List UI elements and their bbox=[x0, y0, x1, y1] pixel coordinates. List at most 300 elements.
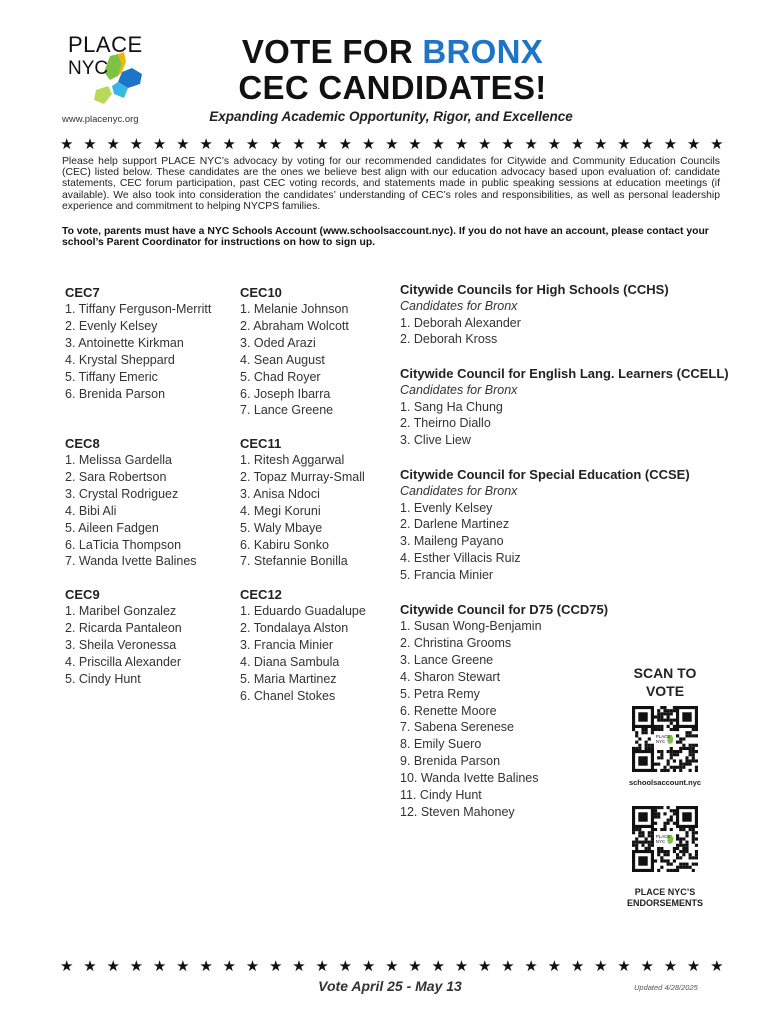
qr-module bbox=[657, 709, 660, 712]
qr-module bbox=[679, 766, 682, 769]
qr-module bbox=[667, 709, 670, 712]
star-icon: ★ bbox=[268, 957, 283, 975]
scan-to-vote-heading bbox=[620, 664, 710, 700]
candidate-item: 7. Sabena Serenese bbox=[400, 720, 514, 735]
star-icon: ★ bbox=[152, 957, 167, 975]
candidate-item: 7. Lance Greene bbox=[240, 403, 334, 418]
qr-module bbox=[685, 841, 688, 844]
qr-module bbox=[654, 725, 657, 728]
candidate-list bbox=[400, 399, 729, 450]
qr-module bbox=[654, 828, 657, 831]
qr-module bbox=[657, 725, 660, 728]
qr-module bbox=[679, 844, 682, 847]
qr-module bbox=[632, 828, 635, 831]
qr-module bbox=[670, 722, 673, 725]
candidate-item: 2. Sara Robertson bbox=[65, 469, 167, 484]
logo-place-text: PLACE bbox=[68, 32, 143, 57]
candidate-item: 1. Melissa Gardella bbox=[65, 453, 172, 467]
qr-module bbox=[651, 731, 654, 734]
qr-module bbox=[676, 728, 679, 731]
qr-module bbox=[641, 834, 644, 837]
council-subtitle: Candidates for Bronx bbox=[400, 299, 518, 313]
qr-module bbox=[673, 728, 676, 731]
qr-module bbox=[679, 741, 682, 744]
qr-module bbox=[667, 719, 670, 722]
qr-module bbox=[695, 759, 698, 762]
qr-module bbox=[641, 844, 644, 847]
qr-module bbox=[695, 744, 698, 747]
candidate-item: 2. Deborah Kross bbox=[400, 332, 498, 347]
candidate-item: 3. Maileng Payano bbox=[400, 534, 504, 549]
qr2-label-line-1: PLACE NYC’S bbox=[634, 887, 696, 897]
qr-module bbox=[635, 844, 638, 847]
candidate-item: 4. Megi Koruni bbox=[240, 503, 321, 518]
headline-line-2: CEC CANDIDATES! bbox=[238, 69, 547, 106]
star-icon: ★ bbox=[385, 957, 399, 975]
qr-module bbox=[632, 844, 635, 847]
qr-module bbox=[632, 831, 635, 834]
qr-module bbox=[673, 847, 676, 850]
qr-module bbox=[645, 731, 648, 734]
star-icon: ★ bbox=[617, 957, 631, 975]
qr-module bbox=[692, 834, 695, 837]
star-icon: ★ bbox=[83, 135, 97, 153]
qr-module bbox=[641, 831, 644, 834]
council-title: Citywide Council for D75 (CCD75) bbox=[400, 602, 609, 617]
candidate-item: 4. Diana Sambula bbox=[240, 654, 340, 669]
qr-module bbox=[685, 763, 688, 766]
qr-module bbox=[657, 750, 660, 753]
qr-module bbox=[645, 744, 648, 747]
qr-module bbox=[679, 837, 682, 840]
candidate-item: 4. Bibi Ali bbox=[65, 503, 117, 518]
candidate-item: 2. Ricarda Pantaleon bbox=[65, 620, 182, 635]
qr-module bbox=[682, 744, 685, 747]
qr-code-endorsements[interactable] bbox=[632, 806, 698, 872]
star-icon: ★ bbox=[454, 135, 469, 153]
star-icon: ★ bbox=[245, 957, 260, 975]
qr-module bbox=[663, 825, 666, 828]
star-icon: ★ bbox=[663, 957, 678, 975]
qr-module bbox=[673, 812, 676, 815]
star-icon: ★ bbox=[408, 957, 422, 975]
qr-module bbox=[632, 841, 635, 844]
candidate-item: 5. Waly Mbaye bbox=[240, 520, 323, 535]
candidate-item: 2. Abraham Wolcott bbox=[240, 318, 349, 333]
candidate-item: 6. Chanel Stokes bbox=[240, 688, 336, 703]
qr-module bbox=[663, 766, 666, 769]
candidate-item: 6. Joseph Ibarra bbox=[240, 386, 331, 401]
qr-module bbox=[651, 837, 654, 840]
qr-module bbox=[651, 834, 654, 837]
council-ccd75 bbox=[400, 602, 608, 821]
qr-module bbox=[692, 759, 695, 762]
qr-module bbox=[667, 750, 670, 753]
intro-paragraph: Please help support PLACE NYC’s advocacy by voting for our recommended candidates for Citywide and Community Education Councils (CEC) listed below. These candidates are the ones we believe best align with our education advocacy based upon evaluation of: candidate statements, CEC forum participation, past CEC voting records, and statements made in public speaking sessions at education meetings (if available). We also took into consideration the candidates’ understanding of CEC’s roles and responsibilities, as well as personal leadership experience and commitment to helping NYCPS families. bbox=[62, 156, 720, 212]
qr-module bbox=[685, 866, 688, 869]
qr-module bbox=[695, 837, 698, 840]
star-icon: ★ bbox=[245, 135, 260, 153]
qr-module bbox=[676, 741, 679, 744]
star-icon: ★ bbox=[686, 135, 701, 153]
star-icon: ★ bbox=[594, 957, 608, 975]
qr-module bbox=[645, 837, 648, 840]
qr-module bbox=[645, 841, 648, 844]
star-icon: ★ bbox=[129, 957, 144, 975]
qr-module bbox=[673, 709, 676, 712]
qr-module bbox=[663, 853, 666, 856]
qr-module bbox=[673, 759, 676, 762]
qr-module bbox=[685, 834, 688, 837]
qr-module bbox=[667, 863, 670, 866]
qr-module bbox=[660, 750, 663, 753]
star-icon: ★ bbox=[524, 135, 538, 153]
headline-line-1 bbox=[220, 34, 565, 69]
qr-module bbox=[635, 734, 638, 737]
council-cec7 bbox=[65, 285, 211, 402]
website-url: www.placenyc.org bbox=[62, 114, 139, 125]
qr-module bbox=[689, 763, 692, 766]
qr-module bbox=[648, 844, 651, 847]
qr-module bbox=[689, 731, 692, 734]
qr-module bbox=[638, 841, 641, 844]
qr-module bbox=[689, 866, 692, 869]
qr-module bbox=[648, 747, 651, 750]
council-cec8 bbox=[65, 436, 197, 570]
qr-module bbox=[692, 863, 695, 866]
qr-module bbox=[676, 866, 679, 869]
qr-module bbox=[635, 731, 638, 734]
candidate-item: 1. Deborah Alexander bbox=[400, 315, 521, 330]
qr-module bbox=[670, 712, 673, 715]
star-icon: ★ bbox=[385, 135, 399, 153]
qr-module bbox=[692, 869, 695, 872]
qr-module bbox=[670, 815, 673, 818]
qr-module bbox=[695, 856, 698, 859]
candidate-item: 5. Francia Minier bbox=[400, 568, 494, 583]
qr-schoolsaccount-label: schoolsaccount.nyc bbox=[628, 778, 702, 787]
qr-module bbox=[632, 728, 635, 731]
logo-nyc-text: NYC bbox=[68, 58, 109, 79]
council-title: Citywide Councils for High Schools (CCHS) bbox=[400, 282, 669, 297]
candidate-item: 4. Esther Villacis Ruiz bbox=[400, 551, 521, 566]
council-subtitle: Candidates for Bronx bbox=[400, 383, 518, 397]
candidate-item: 2. Darlene Martinez bbox=[400, 517, 510, 532]
star-icon: ★ bbox=[501, 957, 515, 975]
candidate-item: 8. Emily Suero bbox=[400, 737, 482, 752]
qr-module bbox=[676, 753, 679, 756]
qr-module bbox=[670, 753, 673, 756]
star-icon: ★ bbox=[315, 135, 329, 153]
qr-module bbox=[654, 812, 657, 815]
qr-module bbox=[660, 753, 663, 756]
qr-module bbox=[682, 853, 685, 856]
qr-module bbox=[667, 763, 670, 766]
candidate-list bbox=[400, 500, 690, 585]
candidate-item: 5. Aileen Fadgen bbox=[65, 520, 159, 535]
council-cec11 bbox=[240, 436, 365, 570]
star-icon: ★ bbox=[222, 135, 236, 153]
candidate-item: 4. Sean August bbox=[240, 352, 325, 367]
qr-module bbox=[685, 844, 688, 847]
qr-module bbox=[660, 725, 663, 728]
qr-module bbox=[667, 850, 670, 853]
headline-borough: BRONX bbox=[422, 33, 544, 70]
star-icon: ★ bbox=[83, 957, 97, 975]
qr-module bbox=[679, 856, 682, 859]
qr-module bbox=[651, 828, 654, 831]
qr-module bbox=[682, 828, 685, 831]
qr-module bbox=[657, 869, 660, 872]
qr-module bbox=[660, 769, 663, 772]
qr-module bbox=[676, 856, 679, 859]
qr-module bbox=[651, 728, 654, 731]
star-icon: ★ bbox=[222, 957, 236, 975]
qr-module bbox=[667, 819, 670, 822]
star-icon: ★ bbox=[710, 957, 724, 975]
headline-prefix: VOTE FOR bbox=[241, 33, 423, 70]
qr-module bbox=[635, 847, 638, 850]
qr-module bbox=[673, 750, 676, 753]
qr-module bbox=[648, 834, 651, 837]
qr-module bbox=[638, 828, 641, 831]
candidate-item: 2. Tondalaya Alston bbox=[240, 620, 349, 635]
qr-module bbox=[692, 744, 695, 747]
qr-module bbox=[695, 850, 698, 853]
qr-module bbox=[638, 744, 641, 747]
qr-module bbox=[654, 715, 657, 718]
candidate-item: 5. Maria Martinez bbox=[240, 671, 337, 686]
star-icon: ★ bbox=[176, 135, 190, 153]
candidate-item: 1. Ritesh Aggarwal bbox=[240, 453, 345, 467]
qr-module bbox=[660, 728, 663, 731]
qr-module bbox=[692, 750, 695, 753]
qr-module bbox=[660, 715, 663, 718]
qr-finder-core bbox=[638, 856, 647, 865]
qr-module bbox=[689, 769, 692, 772]
star-icon: ★ bbox=[431, 957, 445, 975]
qr-module bbox=[635, 841, 638, 844]
candidate-item: 1. Maribel Gonzalez bbox=[65, 604, 177, 618]
qr-module bbox=[676, 766, 679, 769]
qr-module bbox=[638, 747, 641, 750]
qr-module bbox=[679, 759, 682, 762]
qr-module bbox=[667, 806, 670, 809]
candidate-item: 5. Tiffany Emeric bbox=[65, 369, 158, 384]
council-title: Citywide Council for Special Education (CCSE) bbox=[400, 467, 690, 482]
candidate-list bbox=[400, 315, 669, 349]
qr-module bbox=[651, 747, 654, 750]
star-icon: ★ bbox=[408, 135, 422, 153]
qr-module bbox=[663, 828, 666, 831]
candidate-item: 7. Stefannie Bonilla bbox=[240, 554, 348, 569]
candidate-list bbox=[65, 301, 211, 402]
star-icon: ★ bbox=[524, 957, 538, 975]
candidate-item: 3. Francia Minier bbox=[240, 637, 334, 652]
qr-module bbox=[673, 766, 676, 769]
qr-module bbox=[695, 728, 698, 731]
qr-module bbox=[638, 834, 641, 837]
qr-logo-text: PLACE bbox=[655, 834, 671, 840]
qr-module bbox=[673, 859, 676, 862]
qr-module bbox=[692, 753, 695, 756]
qr-module bbox=[676, 837, 679, 840]
star-icon: ★ bbox=[686, 957, 701, 975]
candidate-item: 1. Eduardo Guadalupe bbox=[240, 604, 366, 618]
qr-module bbox=[670, 809, 673, 812]
qr-module bbox=[692, 728, 695, 731]
qr-module bbox=[670, 869, 673, 872]
qr-module bbox=[651, 844, 654, 847]
candidate-item: 3. Oded Arazi bbox=[240, 335, 316, 350]
qr-module bbox=[692, 828, 695, 831]
qr-module bbox=[660, 719, 663, 722]
qr-module bbox=[667, 869, 670, 872]
qr-module bbox=[651, 744, 654, 747]
council-subtitle: Candidates for Bronx bbox=[400, 484, 518, 498]
qr-module bbox=[692, 734, 695, 737]
qr-module bbox=[682, 763, 685, 766]
qr-module bbox=[673, 822, 676, 825]
qr-module bbox=[692, 856, 695, 859]
qr-code-schoolsaccount[interactable] bbox=[632, 706, 698, 772]
star-icon: ★ bbox=[338, 957, 353, 975]
qr-finder-core bbox=[682, 812, 691, 821]
qr-module bbox=[663, 706, 666, 709]
qr-module bbox=[679, 763, 682, 766]
candidate-list bbox=[65, 603, 182, 688]
candidate-item: 1. Sang Ha Chung bbox=[400, 399, 503, 414]
qr-module bbox=[689, 828, 692, 831]
star-icon: ★ bbox=[640, 957, 654, 975]
qr-module bbox=[667, 769, 670, 772]
council-title: CEC8 bbox=[65, 436, 100, 451]
qr-module bbox=[663, 812, 666, 815]
qr-module bbox=[667, 853, 670, 856]
qr-module bbox=[667, 712, 670, 715]
qr-module bbox=[673, 809, 676, 812]
qr-module bbox=[660, 866, 663, 869]
qr-module bbox=[635, 828, 638, 831]
candidate-item: 3. Lance Greene bbox=[400, 652, 494, 667]
updated-date: Updated 4/28/2025 bbox=[634, 983, 698, 992]
qr-module bbox=[679, 747, 682, 750]
candidate-item: 11. Cindy Hunt bbox=[400, 788, 482, 803]
qr-endorsements-label bbox=[606, 887, 724, 909]
qr-module bbox=[689, 853, 692, 856]
candidate-item: 6. Renette Moore bbox=[400, 703, 497, 718]
candidate-item: 2. Christina Grooms bbox=[400, 635, 512, 650]
qr-module bbox=[663, 712, 666, 715]
qr-module bbox=[670, 747, 673, 750]
vote-dates: Vote April 25 - May 13 bbox=[318, 978, 462, 994]
qr-module bbox=[685, 831, 688, 834]
candidate-item: 4. Krystal Sheppard bbox=[65, 352, 175, 367]
qr-module bbox=[667, 715, 670, 718]
scan-title-line-1: SCAN TO bbox=[633, 665, 697, 681]
qr-module bbox=[692, 841, 695, 844]
qr-module bbox=[685, 731, 688, 734]
candidate-item: 2. Theirno Diallo bbox=[400, 416, 491, 431]
candidate-item: 3. Antoinette Kirkman bbox=[65, 335, 184, 350]
qr-module bbox=[660, 712, 663, 715]
star-icon: ★ bbox=[547, 135, 562, 153]
qr-module bbox=[676, 869, 679, 872]
candidate-item: 1. Tiffany Ferguson-Merritt bbox=[65, 302, 212, 316]
qr-module bbox=[660, 847, 663, 850]
candidate-list bbox=[240, 452, 365, 570]
qr-module bbox=[692, 747, 695, 750]
qr-module bbox=[657, 756, 660, 759]
qr-module bbox=[673, 753, 676, 756]
star-icon: ★ bbox=[106, 957, 120, 975]
qr-module bbox=[673, 725, 676, 728]
voting-instructions: To vote, parents must have a NYC Schools Account (www.schoolsaccount.nyc). If you do not have an account, please contact your school’s Parent Coordinator for instructions on how to sign up. bbox=[62, 226, 709, 249]
council-title: CEC10 bbox=[240, 285, 282, 300]
star-icon: ★ bbox=[570, 135, 585, 153]
candidate-item: 5. Cindy Hunt bbox=[65, 671, 141, 686]
council-ccell bbox=[400, 366, 729, 449]
star-icon: ★ bbox=[617, 135, 631, 153]
qr-module bbox=[670, 728, 673, 731]
candidate-list bbox=[65, 452, 197, 570]
council-ccse bbox=[400, 467, 690, 584]
candidate-item: 9. Brenida Parson bbox=[400, 754, 501, 769]
council-title: CEC12 bbox=[240, 587, 282, 602]
candidate-item: 2. Evenly Kelsey bbox=[65, 318, 158, 333]
candidate-item: 3. Anisa Ndoci bbox=[240, 486, 320, 501]
qr-module bbox=[638, 831, 641, 834]
star-icon: ★ bbox=[454, 957, 469, 975]
qr-module bbox=[667, 725, 670, 728]
council-cchs bbox=[400, 282, 669, 348]
qr-module bbox=[679, 769, 682, 772]
qr-module bbox=[685, 863, 688, 866]
qr-module bbox=[648, 847, 651, 850]
candidate-item: 6. Kabiru Sonko bbox=[240, 537, 329, 552]
qr-module bbox=[673, 769, 676, 772]
star-icon: ★ bbox=[152, 135, 167, 153]
qr-module bbox=[654, 728, 657, 731]
qr-module bbox=[689, 759, 692, 762]
qr-module bbox=[657, 763, 660, 766]
qr-module bbox=[682, 863, 685, 866]
qr-module bbox=[645, 847, 648, 850]
star-icon: ★ bbox=[663, 135, 678, 153]
qr-module bbox=[660, 706, 663, 709]
qr-module bbox=[657, 719, 660, 722]
qr-finder-core bbox=[638, 756, 647, 765]
qr-module bbox=[670, 863, 673, 866]
star-icon: ★ bbox=[292, 957, 306, 975]
qr-module bbox=[663, 850, 666, 853]
council-title: CEC9 bbox=[65, 587, 100, 602]
qr-module bbox=[682, 850, 685, 853]
candidate-item: 1. Melanie Johnson bbox=[240, 302, 349, 316]
qr-module bbox=[645, 728, 648, 731]
qr-module bbox=[663, 822, 666, 825]
qr-module bbox=[660, 850, 663, 853]
qr-module bbox=[670, 766, 673, 769]
qr-module bbox=[689, 856, 692, 859]
qr-module bbox=[695, 844, 698, 847]
qr-module bbox=[685, 756, 688, 759]
qr-module bbox=[663, 859, 666, 862]
council-title: CEC7 bbox=[65, 285, 100, 300]
qr-module bbox=[670, 709, 673, 712]
qr-module bbox=[654, 859, 657, 862]
qr-module bbox=[654, 809, 657, 812]
